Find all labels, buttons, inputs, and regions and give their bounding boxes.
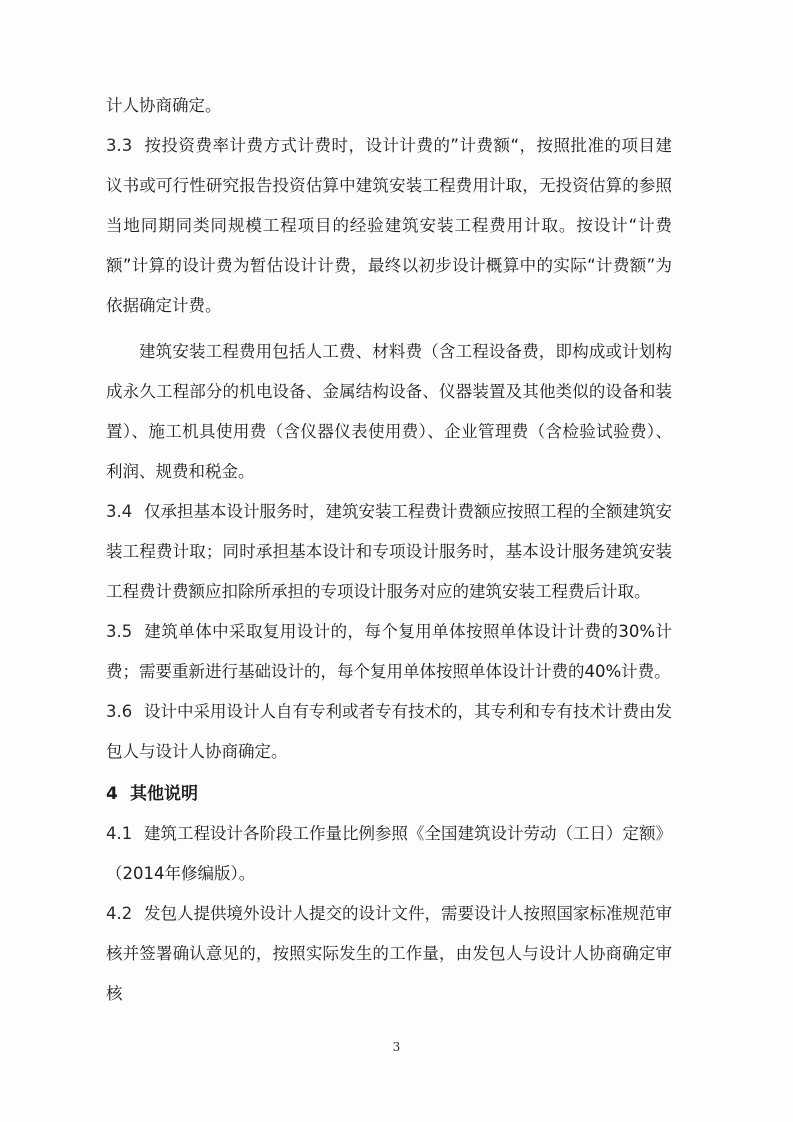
clause-3-6 — [106, 692, 672, 772]
clause-text: 设计中采用设计人自有专利或者专有技术的，其专利和专有技术计费由发包人与设计人协商确定。 — [106, 702, 672, 761]
clause-text: 建筑工程设计各阶段工作量比例参照《全国建筑设计劳动（工日）定额》（2014年修编版）。 — [106, 824, 672, 883]
clause-4-1 — [106, 814, 672, 894]
page-number: 3 — [392, 1040, 401, 1054]
section-heading-number: 4 — [106, 784, 118, 804]
cost-composition-paragraph: 建筑安装工程费用包括人工费、材料费（含工程设备费，即构成或计划构成永久工程部分的机电设备、金属结构设备、仪器装置及其他类似的设备和装置）、施工机具使用费（含仪器仪表使用费）、企业管理费（含检验试验费）、利润、规费和税金。 — [106, 342, 672, 481]
clause-number: 3.3 — [106, 136, 133, 155]
section-heading-title: 其他说明 — [130, 784, 198, 804]
clause-number: 3.6 — [106, 702, 133, 721]
section-heading — [106, 774, 672, 814]
clause-number: 3.4 — [106, 502, 133, 521]
clause-number: 4.1 — [106, 824, 133, 843]
clause-3-5 — [106, 612, 672, 692]
clause-4-2 — [106, 894, 672, 1014]
opening-line: 计人协商确定。 — [106, 96, 222, 115]
clause-number: 3.5 — [106, 622, 133, 641]
clause-text: 建筑单体中采取复用设计的，每个复用单体按照单体设计计费的30%计费；需要重新进行基础设计的，每个复用单体按照单体设计计费的40%计费。 — [106, 622, 672, 681]
clause-text: 按投资费率计费方式计费时，设计计费的”计费额“，按照批准的项目建议书或可行性研究报告投资估算中建筑安装工程费用计取，无投资估算的参照当地同期同类同规模工程项目的经验建筑安装工程费用计取。按设计“计费额”计算的设计费为暂估设计计费，最终以初步设计概算中的实际“计费额”为依据确定计费。 — [106, 136, 672, 315]
clause-text: 发包人提供境外设计人提交的设计文件，需要设计人按照国家标准规范审核并签署确认意见的，按照实际发生的工作量，由发包人与设计人协商确定审核 — [106, 904, 672, 1003]
clause-3-4 — [106, 492, 672, 612]
clause-number: 4.2 — [106, 904, 133, 923]
clause-text: 仅承担基本设计服务时，建筑安装工程费计费额应按照工程的全额建筑安装工程费计取；同时承担基本设计和专项设计服务时，基本设计服务建筑安装工程费计费额应扣除所承担的专项设计服务对应的建筑安装工程费后计取。 — [106, 502, 672, 601]
document-body — [106, 86, 672, 1014]
clause-3-3 — [106, 126, 672, 326]
